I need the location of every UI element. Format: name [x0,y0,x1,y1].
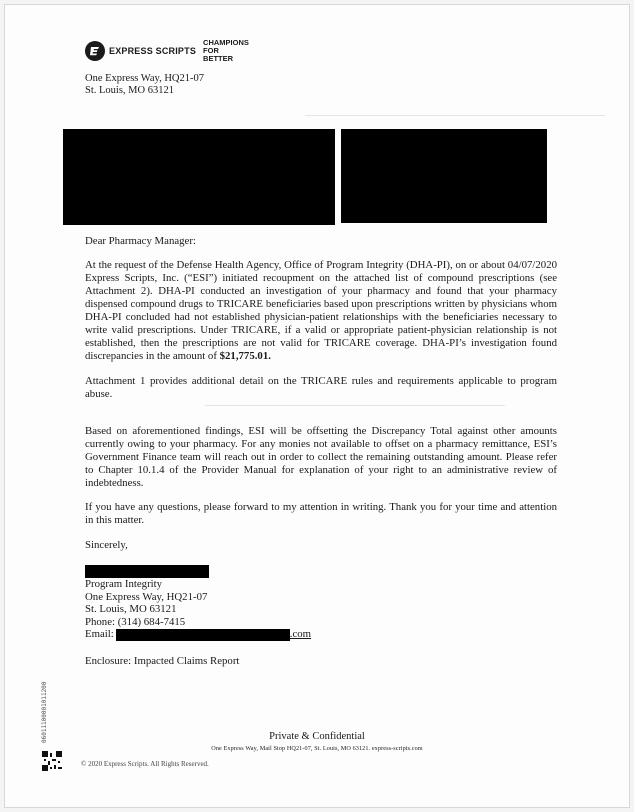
tagline-line-1: CHAMPIONS [203,38,249,47]
sender-address-line-1: One Express Way, HQ21-07 [85,73,205,84]
email-suffix: .com [289,628,312,640]
salutation: Dear Pharmacy Manager: [85,235,196,247]
letter-page [4,4,630,808]
closing: Sincerely, [85,539,128,551]
side-document-number: 06011100001011200 [41,681,48,743]
brand-tagline [203,39,249,63]
express-scripts-logo [85,39,249,63]
email-label: Email: [85,628,114,640]
redaction-email [116,629,290,641]
discrepancy-amount: $21,775.01. [219,350,271,362]
signature-address-2: St. Louis, MO 63121 [85,603,177,615]
redaction-signature-name [85,565,209,578]
signature-address-1: One Express Way, HQ21-07 [85,590,208,603]
tagline-line-3: BETTER [203,54,234,63]
qr-code-icon [42,751,62,771]
paragraph-offset: Based on aforementioned findings, ESI will be offsetting the Discrepancy Total against other amounts currently owing to your pharmacy. For any monies not available to offset on a pharmacy remittance, ESI’s Government Finance team will reach out in order to collect the remaining outstanding amount. Please refer to Chapter 10.1.4 of the Provider Manual for explanation of your right to an administrative review of indebtedness. [85,425,557,489]
express-scripts-e-icon [85,41,105,61]
sender-address-line-2: St. Louis, MO 63121 [85,85,174,96]
paragraph-questions: If you have any questions, please forward to my attention in writing. Thank you for your time and attention in this matter. [85,501,557,526]
paragraph-recoupment [85,259,557,363]
redaction-block-recipient [63,129,335,225]
footer-confidential: Private & Confidential [269,731,365,742]
sender-address [85,73,204,97]
scan-artifact [305,115,605,116]
footer-copyright: © 2020 Express Scripts. All Rights Reserved. [81,760,209,768]
paragraph-recoupment-text: At the request of the Defense Health Agency, Office of Program Integrity (DHA-PI), on or about 04/07/2020 Express Scripts, Inc. (“ESI”) initiated recoupment on the attached list of compound prescriptions (see Attachment 2). DHA-PI conducted an investigation of your pharmacy and found that your pharmacy dispensed compound drugs to TRICARE beneficiaries based upon prescriptions written by physicians whom DHA-PI concluded had not established physician-patient relationships with the beneficiaries necessary to write valid prescriptions. Under TRICARE, if a valid or appropriate patient-physician relationship is not established, then the prescriptions are not valid for TRICARE coverage. DHA-PI’s investigation found discrepancies in the amount of [85,259,557,362]
footer-address: One Express Way, Mail Stop HQ21-07, St. Louis, MO 63121. express-scripts.com [211,745,423,752]
scan-artifact [205,405,505,406]
signature-block [85,578,311,641]
signature-phone: Phone: (314) 684-7415 [85,615,186,628]
tagline-line-2: FOR [203,46,219,55]
brand-name: EXPRESS SCRIPTS [109,46,197,56]
enclosure: Enclosure: Impacted Claims Report [85,655,240,667]
signature-department: Program Integrity [85,578,163,590]
signature-email [85,628,311,641]
redaction-block-reference [341,129,547,223]
paragraph-attachment: Attachment 1 provides additional detail on the TRICARE rules and requirements applicable to program abuse. [85,375,557,400]
